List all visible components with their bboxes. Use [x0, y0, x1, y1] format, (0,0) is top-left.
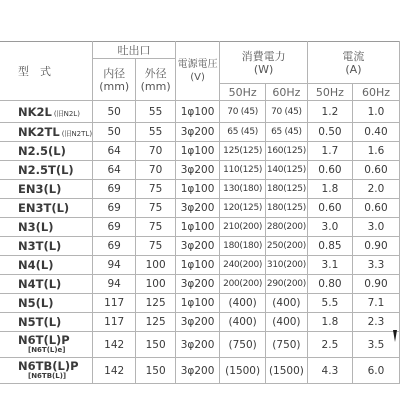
inner-diameter-cell: 64	[93, 161, 136, 180]
current-50hz-cell: 1.8	[307, 313, 352, 332]
current-60hz-cell: 0.90	[352, 275, 399, 294]
table-row	[0, 313, 400, 332]
model-name: N6T(L)P	[18, 333, 70, 347]
power-50hz-cell: 110(125)	[220, 161, 266, 180]
power-header: 消費電力 (W)	[220, 42, 308, 84]
power-50hz-cell: (400)	[220, 294, 266, 313]
power-60hz-cell: 280(200)	[265, 218, 307, 237]
model-name: N2.5T(L)	[18, 163, 74, 177]
model-cell	[0, 180, 93, 199]
model-header: 型 式	[0, 42, 93, 101]
model-cell	[0, 161, 93, 180]
power-60hz-cell: 160(125)	[265, 142, 307, 161]
current-60hz-cell: 0.40	[352, 123, 399, 142]
outlet-header: 吐出口	[93, 42, 176, 59]
outer-diameter-cell: 70	[136, 161, 176, 180]
power-60hz-cell: 65 (45)	[265, 123, 307, 142]
power-60hz-cell: (750)	[265, 332, 307, 358]
current-50hz-cell: 1.8	[307, 180, 352, 199]
current-50hz-cell: 0.80	[307, 275, 352, 294]
power-50hz-cell: 240(200)	[220, 256, 266, 275]
current-50hz-cell: 0.85	[307, 237, 352, 256]
power-60hz-cell: 180(125)	[265, 180, 307, 199]
model-name: N4(L)	[18, 258, 54, 272]
power-50hz-cell: 200(200)	[220, 275, 266, 294]
current-60hz-cell: 3.3	[352, 256, 399, 275]
model-cell	[0, 275, 93, 294]
current-header: 電流 (A)	[307, 42, 399, 84]
inner-diameter-cell: 117	[93, 294, 136, 313]
inner-diameter-cell: 69	[93, 218, 136, 237]
voltage-cell: 3φ200	[175, 358, 219, 384]
outer-diameter-cell: 70	[136, 142, 176, 161]
current-50hz-cell: 3.0	[307, 218, 352, 237]
voltage-cell: 3φ200	[175, 313, 219, 332]
inner-diameter-cell: 94	[93, 256, 136, 275]
model-cell	[0, 313, 93, 332]
outer-diameter-cell: 150	[136, 358, 176, 384]
power-60hz-cell: (400)	[265, 294, 307, 313]
power-50hz-cell: 180(180)	[220, 237, 266, 256]
voltage-cell: 1φ100	[175, 180, 219, 199]
table-row	[0, 275, 400, 294]
model-cell	[0, 358, 93, 384]
voltage-cell: 1φ100	[175, 142, 219, 161]
model-name: N5T(L)	[18, 315, 62, 329]
former-model-note: [N6T(L)e]	[28, 346, 66, 354]
outer-diameter-cell: 125	[136, 313, 176, 332]
inner-diameter-cell: 50	[93, 101, 136, 123]
power-60hz-cell: 310(200)	[265, 256, 307, 275]
model-cell	[0, 199, 93, 218]
model-name: N3(L)	[18, 220, 54, 234]
voltage-cell: 3φ200	[175, 161, 219, 180]
model-cell	[0, 218, 93, 237]
power-60hz-cell: 290(200)	[265, 275, 307, 294]
outer-diameter-cell: 55	[136, 123, 176, 142]
current-50hz-cell: 2.5	[307, 332, 352, 358]
power-60hz-cell: 70 (45)	[265, 101, 307, 123]
power-60hz-cell: (1500)	[265, 358, 307, 384]
model-cell	[0, 101, 93, 123]
table-row	[0, 142, 400, 161]
power-60hz-cell: (400)	[265, 313, 307, 332]
outer-diameter-cell: 125	[136, 294, 176, 313]
former-model-note: (旧N2TL)	[61, 130, 93, 138]
voltage-cell: 1φ100	[175, 218, 219, 237]
model-name: NK2L	[18, 104, 52, 119]
current-50hz-cell: 1.7	[307, 142, 352, 161]
table-row	[0, 294, 400, 313]
model-cell	[0, 142, 93, 161]
model-cell	[0, 237, 93, 256]
power-50hz-cell: (400)	[220, 313, 266, 332]
inner-diameter-cell: 64	[93, 142, 136, 161]
inner-diameter-cell: 69	[93, 237, 136, 256]
power-50hz-cell: 210(200)	[220, 218, 266, 237]
voltage-header: 電源電圧 (V)	[175, 42, 219, 101]
model-cell	[0, 256, 93, 275]
inner-diameter-cell: 142	[93, 358, 136, 384]
current-60hz-cell: 1.0	[352, 101, 399, 123]
current-60hz-cell: 6.0	[352, 358, 399, 384]
current-60hz-cell: 0.60	[352, 161, 399, 180]
current-50hz-cell: 0.60	[307, 199, 352, 218]
model-name: N3T(L)	[18, 239, 62, 253]
current-60hz-cell: 7.1	[352, 294, 399, 313]
outer-diameter-cell: 150	[136, 332, 176, 358]
voltage-cell: 3φ200	[175, 123, 219, 142]
table-row	[0, 199, 400, 218]
model-name: N5(L)	[18, 296, 54, 310]
former-model-note: [N6TB(L)]	[28, 372, 67, 380]
table-row	[0, 180, 400, 199]
power-50hz-cell: (750)	[220, 332, 266, 358]
model-cell	[0, 294, 93, 313]
outer-diameter-cell: 100	[136, 256, 176, 275]
outer-diameter-cell: 55	[136, 101, 176, 123]
model-name: N6TB(L)P	[18, 359, 79, 373]
power-50hz-cell: 130(180)	[220, 180, 266, 199]
model-name: EN3T(L)	[18, 201, 70, 215]
power-50hz-cell: 70 (45)	[220, 101, 266, 123]
table-row	[0, 218, 400, 237]
inner-diameter-cell: 50	[93, 123, 136, 142]
outer-diameter-cell: 75	[136, 218, 176, 237]
current-60hz-cell: 2.3	[352, 313, 399, 332]
current-50hz-cell: 5.5	[307, 294, 352, 313]
current-60hz-cell: 1.6	[352, 142, 399, 161]
power-60hz-cell: 180(125)	[265, 199, 307, 218]
voltage-cell: 1φ100	[175, 101, 219, 123]
current-60hz-cell: 0.60	[352, 199, 399, 218]
model-cell	[0, 123, 93, 142]
table-row	[0, 358, 400, 384]
model-cell	[0, 332, 93, 358]
outer-diameter-cell: 75	[136, 237, 176, 256]
voltage-cell: 3φ200	[175, 332, 219, 358]
voltage-cell: 3φ200	[175, 237, 219, 256]
current-50hz-cell: 1.2	[307, 101, 352, 123]
outer-diameter-header: 外径 (mm)	[136, 59, 176, 101]
inner-diameter-header: 内径 (mm)	[93, 59, 136, 101]
current-50hz-cell: 3.1	[307, 256, 352, 275]
table-row	[0, 256, 400, 275]
power-60hz-cell: 140(125)	[265, 161, 307, 180]
current-60hz-cell: 3.0	[352, 218, 399, 237]
inner-diameter-cell: 69	[93, 199, 136, 218]
power-50hz-cell: 120(125)	[220, 199, 266, 218]
power-50hz-cell: 125(125)	[220, 142, 266, 161]
outer-diameter-cell: 75	[136, 180, 176, 199]
current-60hz-header: 60Hz	[352, 84, 399, 101]
inner-diameter-cell: 142	[93, 332, 136, 358]
power-60hz-cell: 250(200)	[265, 237, 307, 256]
table-row	[0, 237, 400, 256]
voltage-cell: 1φ100	[175, 294, 219, 313]
table-row	[0, 332, 400, 358]
current-50hz-cell: 0.60	[307, 161, 352, 180]
current-50hz-cell: 0.50	[307, 123, 352, 142]
cropped-bracket-mark	[392, 329, 398, 343]
model-name: NK2TL	[18, 125, 60, 139]
table-row	[0, 161, 400, 180]
table-row	[0, 123, 400, 142]
table-row	[0, 101, 400, 123]
power-50hz-cell: 65 (45)	[220, 123, 266, 142]
model-name: EN3(L)	[18, 182, 62, 196]
outer-diameter-cell: 75	[136, 199, 176, 218]
voltage-cell: 3φ200	[175, 275, 219, 294]
voltage-cell: 3φ200	[175, 199, 219, 218]
current-50hz-cell: 4.3	[307, 358, 352, 384]
inner-diameter-cell: 94	[93, 275, 136, 294]
current-60hz-cell: 0.90	[352, 237, 399, 256]
inner-diameter-cell: 69	[93, 180, 136, 199]
power-60hz-header: 60Hz	[265, 84, 307, 101]
current-60hz-cell: 2.0	[352, 180, 399, 199]
inner-diameter-cell: 117	[93, 313, 136, 332]
voltage-cell: 1φ100	[175, 256, 219, 275]
power-50hz-cell: (1500)	[220, 358, 266, 384]
current-60hz-cell: 3.5	[352, 332, 399, 358]
model-name: N2.5(L)	[18, 144, 66, 158]
model-name: N4T(L)	[18, 277, 62, 291]
outer-diameter-cell: 100	[136, 275, 176, 294]
pump-spec-table	[0, 41, 400, 384]
current-50hz-header: 50Hz	[307, 84, 352, 101]
former-model-note: (旧N2L)	[53, 109, 80, 118]
power-50hz-header: 50Hz	[220, 84, 266, 101]
